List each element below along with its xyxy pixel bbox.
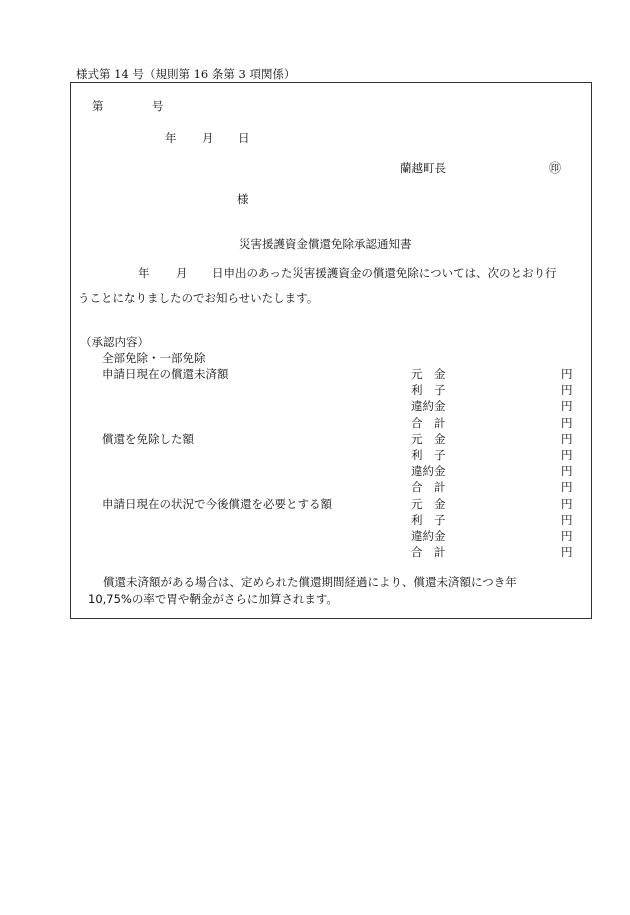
body-year: 年	[138, 266, 150, 280]
amount-item-label: 違約金	[411, 529, 446, 543]
body-month: 月	[176, 266, 188, 280]
section-label: 申請日現在の償還未済額	[102, 367, 229, 381]
amount-unit: 円	[561, 448, 573, 462]
amount-item-label: 違約金	[411, 464, 446, 479]
amount-unit: 円	[561, 383, 573, 398]
amount-unit: 円	[561, 496, 573, 511]
date-month: 月	[202, 131, 214, 145]
amount-item-label: 元 金	[411, 496, 446, 511]
amount-item-label: 利 子	[411, 512, 446, 527]
amount-unit: 円	[561, 415, 573, 430]
amount-unit: 円	[561, 367, 573, 381]
amount-unit: 円	[561, 545, 573, 560]
body-line1: 日申出のあった災害援護資金の償還免除については、次のとおり行	[212, 266, 557, 280]
exemption-option: 全部免除・一部免除	[102, 351, 206, 365]
document-title: 災害援護資金償還免除承認通知書	[239, 237, 412, 251]
section-label: 申請日現在の状況で今後償還を必要とする額	[102, 496, 332, 511]
addressee-honorific: 様	[237, 192, 249, 206]
form-number: 様式第 14 号（規則第 16 条第 3 項関係）	[76, 67, 296, 81]
amount-unit: 円	[561, 529, 573, 543]
note-line2: 10,75%の率で胃や鞆金がさらに加算されます。	[88, 592, 338, 606]
amount-unit: 円	[561, 464, 573, 479]
seal-mark: ㊞	[549, 161, 562, 175]
amount-item-label: 元 金	[411, 367, 446, 381]
details-heading: （承認内容）	[80, 335, 149, 349]
note-line1: 償還未済額がある場合は、定められた償還期間経過により、償還未済額につき年	[103, 575, 517, 589]
amount-item-label: 違約金	[411, 399, 446, 414]
amount-unit: 円	[561, 431, 573, 446]
date-year: 年	[165, 131, 177, 145]
amount-item-label: 合 計	[411, 415, 446, 430]
doc-number-suffix: 号	[152, 99, 164, 113]
amount-item-label: 利 子	[411, 448, 446, 462]
amount-item-label: 合 計	[411, 545, 446, 560]
date-day: 日	[238, 131, 250, 145]
issuer-title: 蘭越町長	[400, 161, 446, 175]
amount-unit: 円	[561, 512, 573, 527]
section-label: 償還を免除した額	[102, 431, 194, 446]
amount-item-label: 合 計	[411, 480, 446, 495]
amount-item-label: 元 金	[411, 431, 446, 446]
amount-unit: 円	[561, 480, 573, 495]
amount-item-label: 利 子	[411, 383, 446, 398]
doc-number-prefix: 第	[92, 99, 104, 113]
body-line2: うことになりましたのでお知らせいたします。	[78, 291, 319, 305]
amount-unit: 円	[561, 399, 573, 414]
